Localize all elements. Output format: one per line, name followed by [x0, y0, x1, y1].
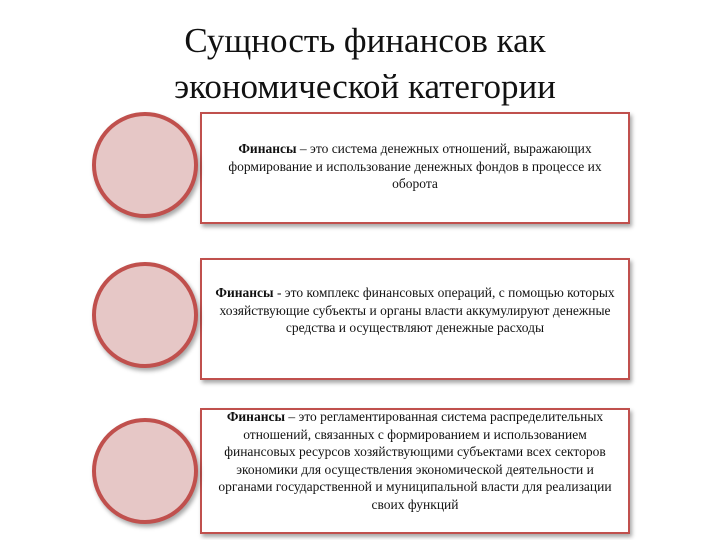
definition-text-3 [202, 408, 628, 513]
slide-title [120, 18, 610, 110]
definition-term-2: Финансы [215, 285, 274, 300]
definition-text-2 [202, 284, 628, 337]
bullet-circle-1 [92, 112, 198, 218]
definition-card-1 [200, 112, 630, 224]
definition-card-3 [200, 408, 630, 534]
definition-term-1: Финансы [238, 141, 297, 156]
definition-text-1 [202, 140, 628, 193]
title-line-2: экономической категории [174, 67, 556, 106]
definition-body-3: – это регламентированная система распределительных отношений, связанных с формированием и использованием финансовых ресурсов хозяйствующими субъектами всех секторов экономики для осуществления экономической деятельности и органами государственной и муниципальной власти для реализации своих функций [218, 409, 612, 512]
title-line-1: Сущность финансов как [184, 21, 546, 60]
definition-term-3: Финансы [226, 409, 286, 424]
definition-body-1: – это система денежных отношений, выражающих формирование и использование денежных фондов в процессе их оборота [228, 141, 602, 191]
bullet-circle-3 [92, 418, 198, 524]
definition-card-2 [200, 258, 630, 380]
definition-body-2: - это комплекс финансовых операций, с помощью которых хозяйствующие субъекты и органы власти аккумулируют денежные средства и осуществляют денежные расходы [219, 285, 615, 335]
bullet-circle-2 [92, 262, 198, 368]
